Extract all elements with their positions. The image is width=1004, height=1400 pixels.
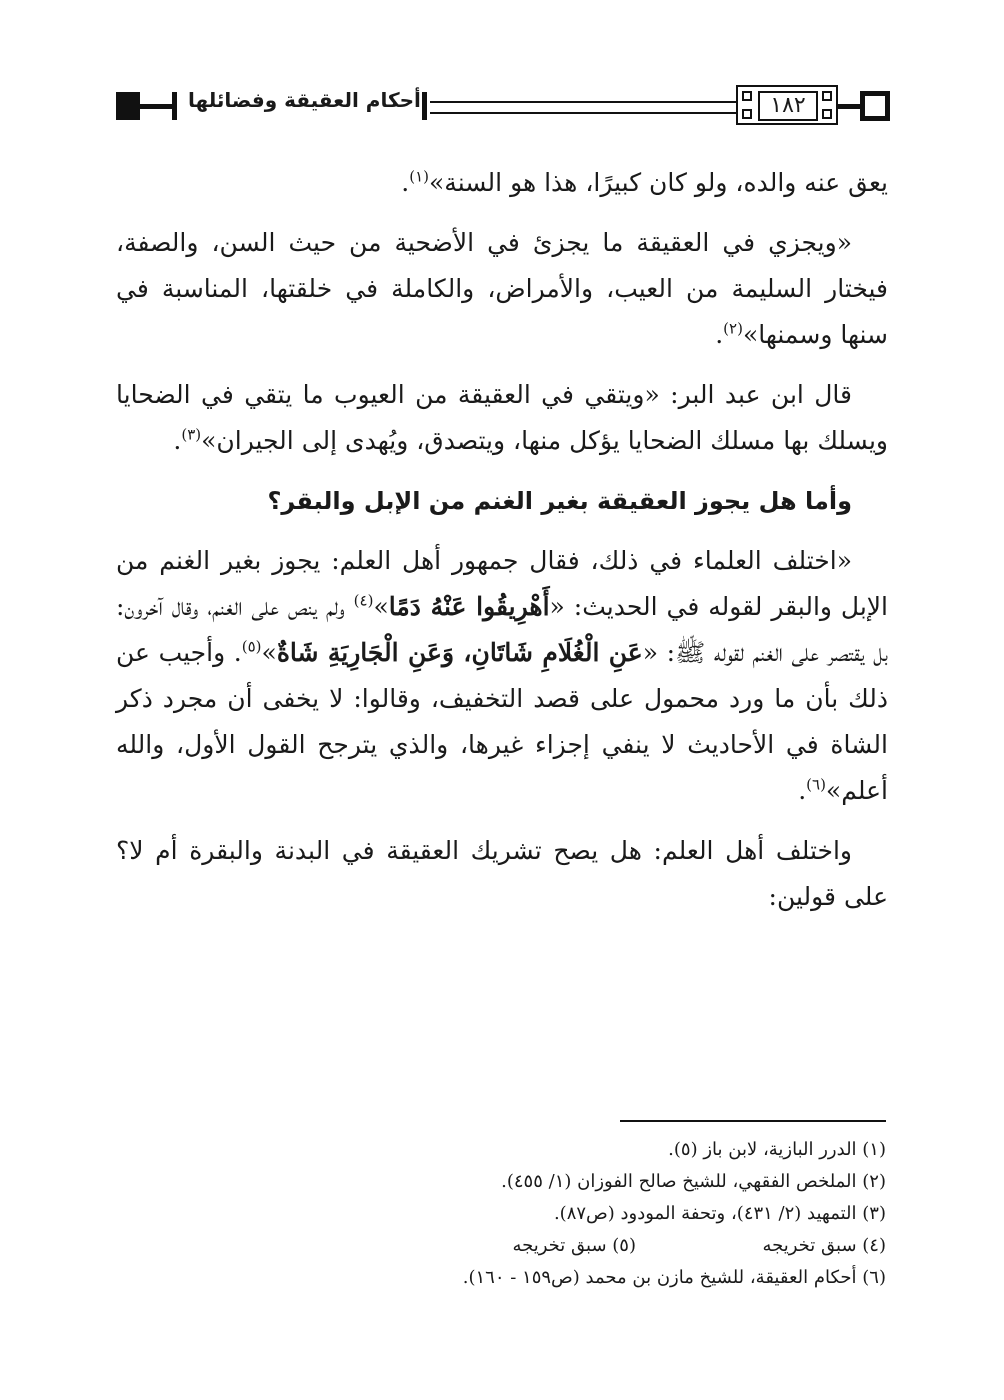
paragraph-2-text: «ويجزي في العقيقة ما يجزئ في الأضحية من حيث السن، والصفة، فيختار السليمة من العيب، والأمراض، والكاملة في خلقتها، المناسبة في سنها وسمنها» [116,228,888,349]
header-title-bar-right [422,92,427,120]
hadith-quote-2: عَنِ الْغُلَامِ شَاتَانِ، وَعَنِ الْجَارِيَةِ شَاةٌ [276,638,643,667]
paragraph-4-text-a: «اختلف العلماء في ذلك، فقال جمهور أهل العلم: يجوز بغير الغنم من الإبل والبقر لقوله في الحديث: « [116,546,889,621]
footnote-3: (٣) التمهيد (٢/ ٤٣١)، وتحفة المودود (ص٨٧). [553,1203,886,1224]
paragraph-4-text-e: . وأجيب عن ذلك بأن ما ورد محمول على قصد التخفيف، وقالوا: لا يخفى أن مجرد ذكر الشاة في الأحاديث لا ينفي إجزاء غيرها، والذي يترجح القول الأول، والله أعلم» [116,638,888,805]
paragraph-4-text-b: » [373,592,389,621]
paragraph-2-end: . [715,320,724,349]
footnote-ref-6: (٦) [806,775,826,794]
footnote-ref-1: (١) [409,167,430,186]
section-heading: وأما هل يجوز العقيقة بغير الغنم من الإبل والبقر؟ [267,487,852,515]
paragraph-4-text-d: » [261,638,277,667]
page-number: ١٨٢ [758,91,818,121]
header-rule-left [140,104,172,109]
paragraph-1 [116,160,888,206]
frame-corner-tl [742,91,752,101]
footnote-2: (٢) الملخص الفقهي، للشيخ صالح الفوزان (١/ ٤٥٥). [501,1171,886,1192]
header-rule-right [838,104,860,109]
running-title: أحكام العقيقة وفضائلها [188,88,421,112]
footnote-ref-4: (٤) [353,591,374,610]
footnote-6: (٦) أحكام العقيقة، للشيخ مازن بن محمد (ص١٥٩ - ١٦٠). [462,1267,886,1288]
header-rule-middle-bottom [430,112,736,114]
footnote-ref-3: (٣) [181,425,202,444]
paragraph-1-end: . [401,168,410,197]
page-header [112,82,892,132]
footnote-ref-5: (٥) [241,637,262,656]
header-end-square [860,91,890,121]
footnote-4: (٤) سبق تخريجه [762,1235,886,1256]
paragraph-3-end: . [173,426,182,455]
footnotes [116,1134,886,1294]
paragraph-4-text-c: ولم ينص على الغنم، وقال آخرون: بل يقتصر على الغنم لقوله ﷺ: « [116,592,888,667]
header-end-block-left [116,92,140,120]
paragraph-4-end: . [798,776,807,805]
frame-corner-br [822,109,832,119]
paragraph-3 [116,372,888,464]
main-text [116,160,888,934]
header-title-bar-left [172,92,177,120]
frame-corner-bl [742,109,752,119]
frame-corner-tr [822,91,832,101]
footnote-pair [116,1230,886,1262]
footnote-separator [620,1120,886,1122]
paragraph-3-text: قال ابن عبد البر: «ويتقي في العقيقة من العيوب ما يتقي في الضحايا ويسلك بها مسلك الضحايا يؤكل منها، ويتصدق، ويُهدى إلى الجيران» [116,380,888,455]
hadith-quote-1: أَهْرِيقُوا عَنْهُ دَمًا [388,592,550,621]
footnote-1: (١) الدرر البازية، لابن باز (٥). [668,1139,886,1160]
paragraph-4 [116,538,888,814]
header-rule-middle-top [430,101,736,103]
paragraph-2 [116,220,888,358]
paragraph-5: واختلف أهل العلم: هل يصح تشريك العقيقة في البدنة والبقرة أم لا؟ على قولين: [116,836,888,911]
page-number-frame [736,85,838,125]
footnote-5: (٥) سبق تخريجه [512,1235,636,1256]
footnote-ref-2: (٢) [723,319,743,338]
paragraph-1-text: يعق عنه والده، ولو كان كبيرًا، هذا هو السنة» [429,168,888,197]
